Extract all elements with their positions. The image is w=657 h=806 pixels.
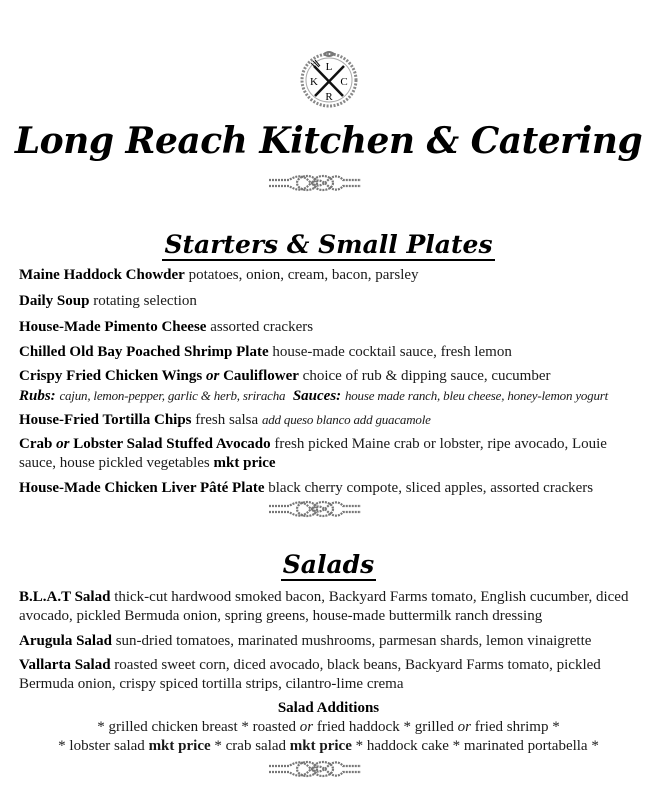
salad-additions-line: * grilled chicken breast * roasted or fried haddock * grilled or fried shrimp * <box>97 719 560 735</box>
salad-additions-line: * lobster salad mkt price * crab salad mkt price * haddock cake * marinated portabella * <box>58 738 599 754</box>
menu-item: Vallarta Salad roasted sweet corn, diced avocado, black beans, Backyard Farms tomato, pickled Bermuda onion, crispy spiced tortilla strips, cilantro-lime crema <box>19 657 601 692</box>
menu-item: House-Made Pimento Cheese assorted crackers <box>19 319 314 335</box>
menu-item: House-Fried Tortilla Chips fresh salsa add queso blanco add guacamole <box>19 412 431 428</box>
rope-knot-divider-icon <box>267 499 363 519</box>
rope-knot-divider-icon <box>267 759 363 779</box>
menu-item: Chilled Old Bay Poached Shrimp Plate house-made cocktail sauce, fresh lemon <box>19 344 512 360</box>
starters-heading: Starters & Small Plates <box>164 230 493 259</box>
logo-letter-l: L <box>325 61 333 73</box>
restaurant-title: Long Reach Kitchen & Catering <box>14 120 643 162</box>
lrkc-logo-icon <box>296 50 362 108</box>
menu-item: B.L.A.T Salad thick-cut hardwood smoked bacon, Backyard Farms tomato, English cucumber, diced avocado, pickled Bermuda onion, spring greens, house-made buttermilk ranch dressing <box>19 589 629 624</box>
logo-letter-r: R <box>325 91 333 103</box>
salads-heading: Salads <box>282 550 375 579</box>
logo-letter-c: C <box>340 76 348 88</box>
menu-item: House-Made Chicken Liver Pâté Plate black cherry compote, sliced apples, assorted crackers <box>19 480 594 496</box>
menu-item: Maine Haddock Chowder potatoes, onion, cream, bacon, parsley <box>19 267 419 283</box>
logo-letter-k: K <box>310 76 318 88</box>
rope-knot-divider-icon <box>267 173 363 193</box>
menu-item: Crab or Lobster Salad Stuffed Avocado fresh picked Maine crab or lobster, ripe avocado, Louie sauce, house pickled vegetables mkt price <box>19 436 607 471</box>
menu-item: Arugula Salad sun-dried tomatoes, marinated mushrooms, parmesan shards, lemon vinaigrette <box>19 633 592 649</box>
menu-item: Daily Soup rotating selection <box>19 293 197 309</box>
salad-additions-heading: Salad Additions <box>277 700 380 716</box>
menu-item: Crispy Fried Chicken Wings or Cauliflower choice of rub & dipping sauce, cucumber Rubs: cajun, lemon-pepper, garlic & herb, sriracha Sauces: house made ranch, bleu cheese, honey-lemon yogurt <box>19 368 609 404</box>
